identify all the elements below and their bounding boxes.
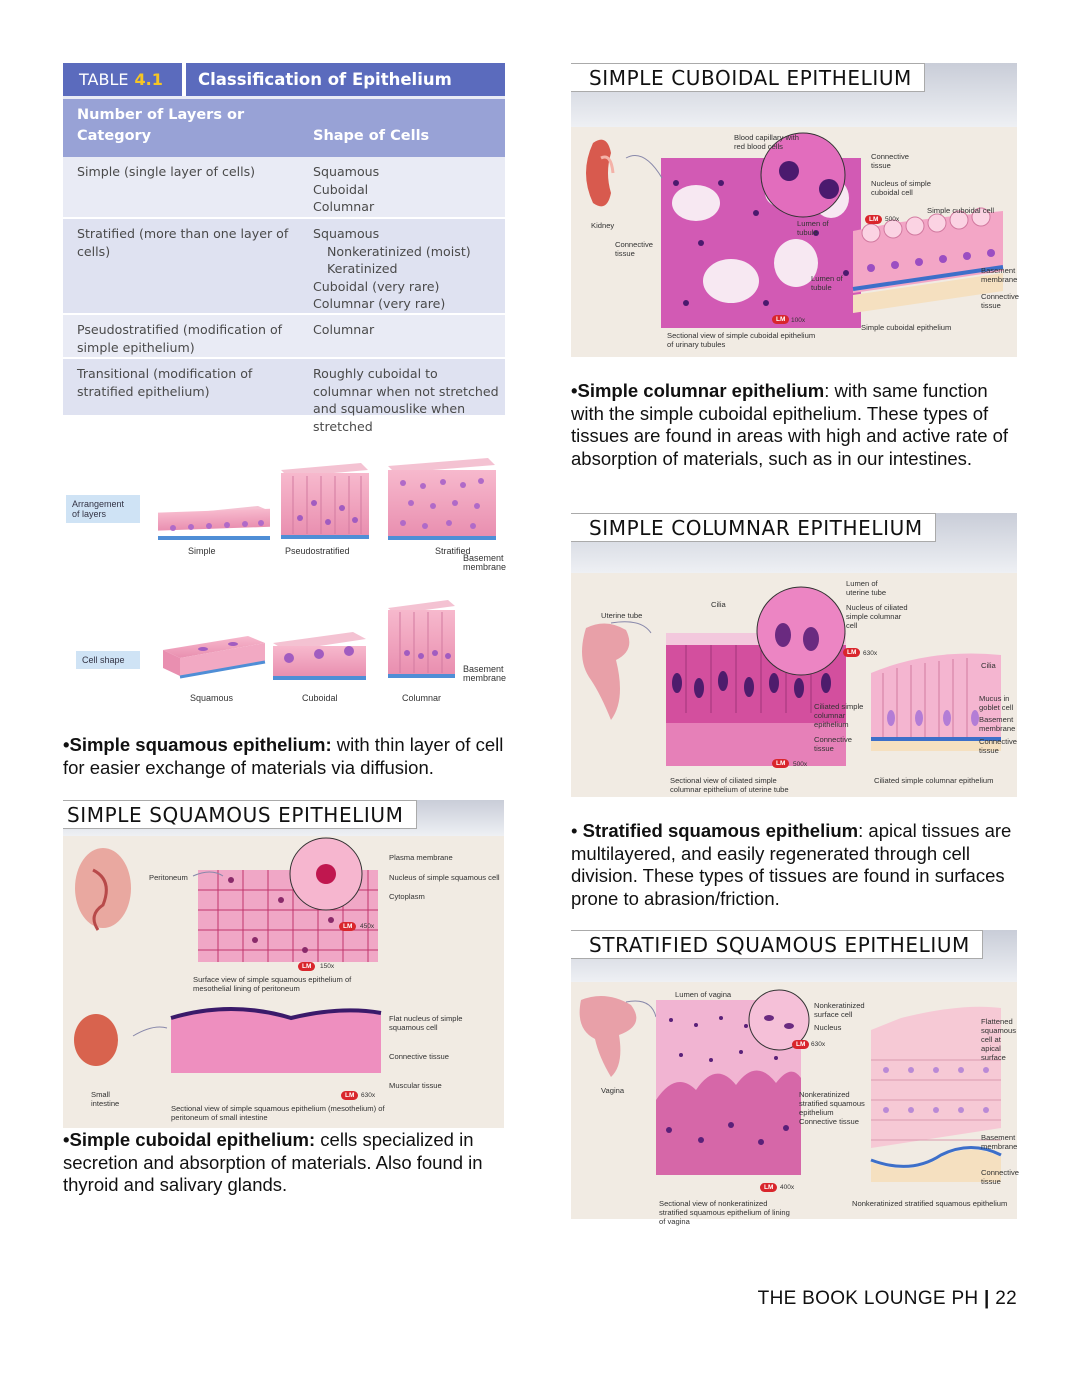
table-row <box>63 157 505 219</box>
paragraph-simple-cuboidal <box>63 1129 508 1197</box>
label-basement-membrane: Basement membrane <box>981 1133 1018 1151</box>
label-kidney: Kidney <box>591 221 615 230</box>
label-plasma-membrane: Plasma membrane <box>389 853 453 862</box>
table-label: TABLE <box>79 70 129 89</box>
label-squamous: Squamous <box>190 693 234 703</box>
label-nucleus: Nucleus of ciliated simple columnar cell <box>846 603 908 630</box>
shape-item: Nonkeratinized (moist) <box>327 243 471 259</box>
table-cell-category: Transitional (modification of stratified epithelium) <box>77 366 253 399</box>
label-connective-tissue: Connective tissue <box>981 1168 1019 1186</box>
classification-table <box>63 63 505 434</box>
label-basement-membrane: Basement membrane <box>981 266 1018 284</box>
figure-title: SIMPLE CUBOIDAL EPITHELIUM <box>571 63 925 92</box>
label-flattened-squamous-cell: Flattened squamous cell at apical surface <box>981 1017 1017 1062</box>
caption-sectional-view: Sectional view of ciliated simple columnar epithelium of uterine tube <box>670 776 789 794</box>
figure-simple-squamous <box>63 800 504 1128</box>
term-simple-squamous: •Simple squamous epithelium: <box>63 734 332 755</box>
figure-title: SIMPLE COLUMNAR EPITHELIUM <box>571 513 936 542</box>
label-nonkeratinized-surface-cell: Nonkeratinized surface cell <box>814 1001 865 1019</box>
figure-stratified-squamous <box>571 930 1019 1226</box>
table-number <box>63 63 182 96</box>
cell-shape-tag: Cell shape <box>76 651 140 669</box>
table-column-headers <box>63 99 505 157</box>
stratified-micrograph-illustration <box>571 930 1017 1219</box>
label-connective-tissue: Connective tissue <box>814 735 852 753</box>
columnar-micrograph-illustration <box>571 513 1017 797</box>
figure-title: STRATIFIED SQUAMOUS EPITHELIUM <box>571 930 983 959</box>
label-cilia: Cilia <box>711 600 726 609</box>
definition-stratified-squamous: : apical tissues are multilayered, and easily regenerated through cell division. These types of tissues are found in surfaces prone to abrasion/friction. <box>571 820 1012 909</box>
table-number-value: 4.1 <box>134 70 163 89</box>
arrangement-tag: Arrangement of layers <box>66 495 140 523</box>
table-cell-shapes <box>299 315 505 357</box>
table-row <box>63 359 505 434</box>
magnification: 630x <box>361 1092 376 1099</box>
term-stratified-squamous: Stratified squamous epithelium <box>582 820 859 841</box>
squamous-block <box>163 636 265 677</box>
lm-badge: LM <box>865 215 882 224</box>
label-basement-membrane: Basement membrane <box>463 664 507 683</box>
columnar-block <box>388 600 455 678</box>
lm-badge: LM <box>772 759 789 768</box>
label-lumen-of-tubule: Lumen of tubule <box>811 274 843 292</box>
figure-title: SIMPLE SQUAMOUS EPITHELIUM <box>63 800 417 829</box>
paragraph-simple-squamous <box>63 734 508 779</box>
simple-block <box>158 506 270 540</box>
label-connective-tissue: Connective tissue <box>979 737 1017 755</box>
label-lumen-of-vagina: Lumen of vagina <box>675 990 732 999</box>
caption-sectional-view: Sectional view of nonkeratinized stratified squamous epithelium of lining of vagina <box>659 1199 790 1226</box>
label-stratified: Stratified <box>435 546 471 556</box>
label-connective-tissue: Connective tissue <box>615 240 653 258</box>
label-pseudostratified: Pseudostratified <box>285 546 350 556</box>
footer-brand: THE BOOK LOUNGE PH <box>757 1288 979 1309</box>
lm-badge: LM <box>339 922 356 931</box>
label-connective-tissue: Connective tissue <box>389 1052 449 1061</box>
cuboidal-block <box>273 632 366 680</box>
label-connective-tissue: Connective tissue <box>871 152 909 170</box>
label-muscular-tissue: Muscular tissue <box>389 1081 442 1090</box>
magnification: 500x <box>793 761 808 768</box>
label-blood-capillary: Blood capillary with red blood cells <box>734 133 799 151</box>
magnification: 500x <box>885 216 900 223</box>
shape-item: Cuboidal <box>313 181 369 197</box>
table-row <box>63 219 505 315</box>
paragraph-stratified-squamous <box>571 820 1017 910</box>
shape-item: Squamous <box>313 164 380 179</box>
shape-item: Squamous <box>313 226 380 241</box>
label-lumen-of-uterine-tube: Lumen of uterine tube <box>846 579 887 597</box>
pseudostratified-block <box>281 463 369 539</box>
squamous-micrograph-illustration <box>63 800 504 1128</box>
table-row <box>63 315 505 359</box>
lm-badge: LM <box>760 1183 777 1192</box>
label-peritoneum: Peritoneum <box>149 873 188 882</box>
label-basement-membrane: Basement membrane <box>463 553 507 572</box>
label-small-intestine: Small intestine <box>91 1090 120 1108</box>
caption-surface-view: Surface view of simple squamous epithelium of mesothelial lining of peritoneum <box>193 975 352 993</box>
page-footer <box>758 1288 1017 1310</box>
shape-item: Columnar (very rare) <box>313 296 446 311</box>
caption-ciliated-columnar: Ciliated simple columnar epithelium <box>874 776 994 785</box>
label-mucus: Mucus in goblet cell <box>979 694 1014 712</box>
table-cell-shapes <box>299 219 505 313</box>
shape-item: Roughly cuboidal to columnar when not stretched and squamouslike when stretched <box>313 366 499 434</box>
table-cell-shapes <box>299 157 505 217</box>
column-header-category: Number of Layers or Category <box>77 107 245 144</box>
label-ciliated-epithelium: Ciliated simple columnar epithelium <box>814 702 864 729</box>
label-simple: Simple <box>188 546 216 556</box>
stratified-block <box>388 458 496 540</box>
shape-item: Columnar <box>313 199 375 214</box>
label-lumen-of-tubule: Lumen of tubule <box>797 219 829 237</box>
magnification: 450x <box>360 923 375 930</box>
label-connective-tissue: Connective tissue <box>799 1117 859 1126</box>
definition-simple-columnar: : with same function with the simple cuboidal epithelium. These types of tissues are found in areas with high and active rate of absorption of materials, such as in our intestines. <box>571 380 1009 469</box>
figure-simple-columnar <box>571 513 1017 797</box>
table-header <box>63 63 505 96</box>
lm-badge: LM <box>792 1040 809 1049</box>
label-columnar: Columnar <box>402 693 442 703</box>
label-flat-nucleus: Flat nucleus of simple squamous cell <box>389 1014 463 1032</box>
term-simple-columnar: •Simple columnar epithelium <box>571 380 825 401</box>
epithelium-blocks-illustration <box>63 448 508 710</box>
footer-separator: | <box>984 1288 990 1309</box>
magnification: 630x <box>811 1041 826 1048</box>
label-connective-tissue: Connective tissue <box>981 292 1019 310</box>
magnification: 630x <box>863 650 878 657</box>
label-nucleus: Nucleus of simple cuboidal cell <box>871 179 931 197</box>
lm-badge: LM <box>843 648 860 657</box>
table-title: Classification of Epithelium <box>186 63 505 96</box>
shape-item: Columnar <box>313 322 375 337</box>
table-cell-category: Pseudostratified (modification of simple epithelium) <box>77 322 283 355</box>
label-uterine-tube: Uterine tube <box>601 611 643 620</box>
shape-item: Keratinized <box>327 261 398 276</box>
paragraph-simple-columnar <box>571 380 1017 470</box>
lm-badge: LM <box>772 315 789 324</box>
definition-simple-cuboidal: cells specialized in secretion and absorption of materials. Also found in thyroid and salivary glands. <box>63 1129 483 1195</box>
table-cell-shapes <box>299 359 505 434</box>
magnification: 150x <box>320 963 335 970</box>
label-cuboidal: Cuboidal <box>302 693 338 703</box>
caption-nonkeratinized-stratified: Nonkeratinized stratified squamous epithelium <box>852 1199 1008 1208</box>
column-header-shape: Shape of Cells <box>313 128 430 144</box>
table-cell-category: Simple (single layer of cells) <box>77 164 256 179</box>
magnification: 100x <box>791 317 806 324</box>
lm-badge: LM <box>341 1091 358 1100</box>
label-nonkeratinized-epithelium: Nonkeratinized stratified squamous epithelium <box>799 1090 865 1117</box>
label-cytoplasm: Cytoplasm <box>389 892 425 901</box>
label-nucleus: Nucleus <box>814 1023 842 1032</box>
term-simple-cuboidal: •Simple cuboidal epithelium: <box>63 1129 316 1150</box>
definition-simple-squamous: with thin layer of cell for easier exchange of materials via diffusion. <box>63 734 504 778</box>
label-basement-membrane: Basement membrane <box>979 715 1016 733</box>
caption-simple-cuboidal: Simple cuboidal epithelium <box>861 323 952 332</box>
magnification: 400x <box>780 1184 795 1191</box>
label-vagina: Vagina <box>601 1086 625 1095</box>
table-cell-category: Stratified (more than one layer of cells) <box>77 226 289 259</box>
figure-simple-cuboidal <box>571 63 1017 357</box>
caption-sectional-view: Sectional view of simple cuboidal epithelium of urinary tubules <box>667 331 816 349</box>
bullet: • <box>571 820 583 841</box>
shape-item: Cuboidal (very rare) <box>313 278 440 294</box>
page-number: 22 <box>995 1288 1017 1309</box>
label-simple-cuboidal-cell: Simple cuboidal cell <box>927 206 995 215</box>
lm-badge: LM <box>298 962 315 971</box>
label-cilia: Cilia <box>981 661 996 670</box>
label-nucleus: Nucleus of simple squamous cell <box>389 873 500 882</box>
epithelium-arrangement-diagram <box>63 448 508 710</box>
caption-sectional-view: Sectional view of simple squamous epithelium (mesothelium) of peritoneum of small intestine <box>171 1104 385 1122</box>
